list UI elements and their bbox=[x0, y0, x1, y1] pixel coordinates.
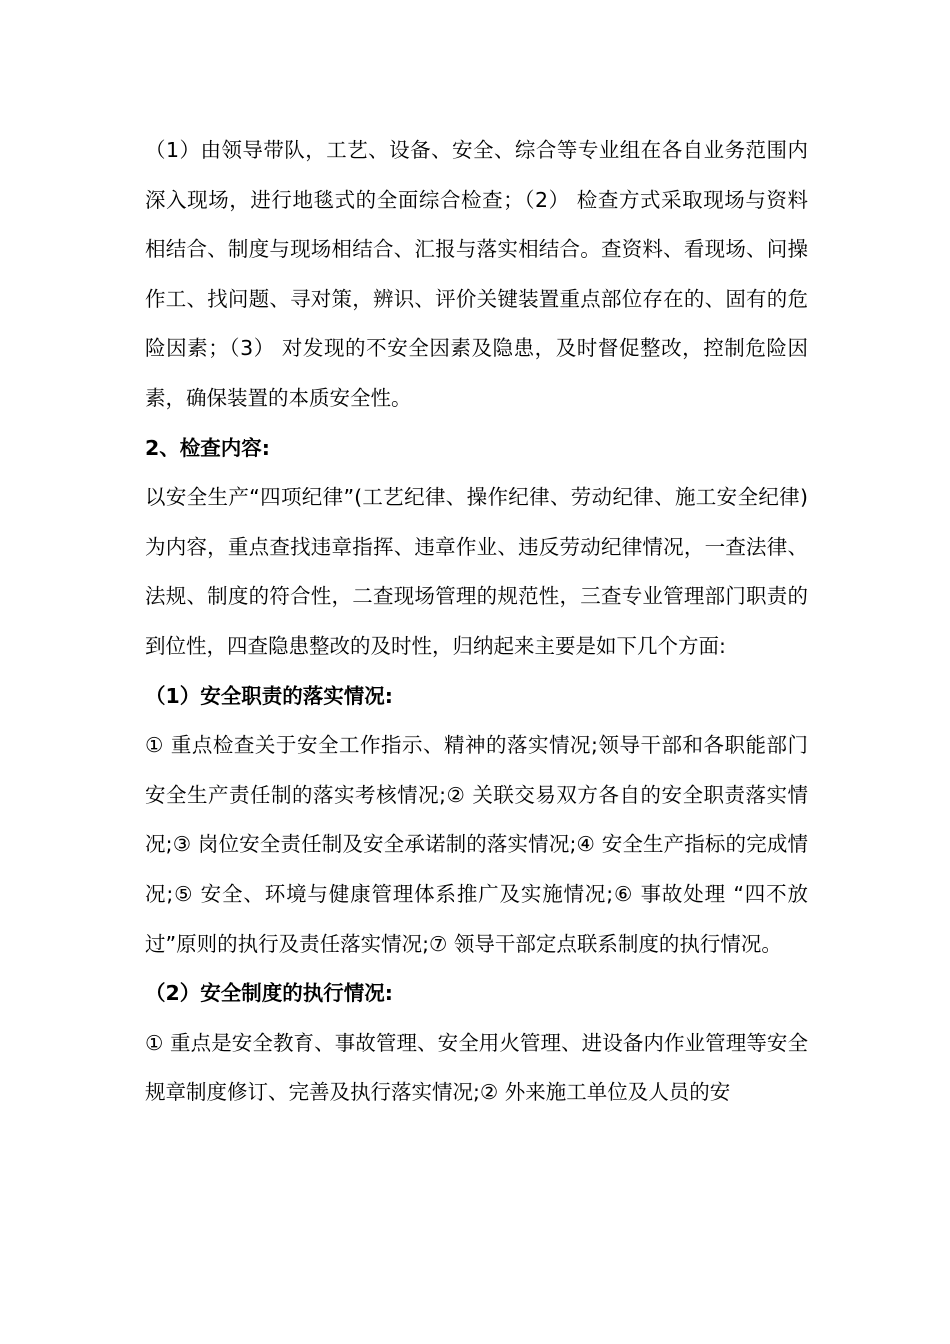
paragraph-safety-rules: ① 重点是安全教育、事故管理、安全用火管理、进设备内作业管理等安全规章制度修订、完善及执行落实情况;② 外来施工单位及人员的安 bbox=[145, 1030, 808, 1105]
paragraph-safety-duties: ① 重点检查关于安全工作指示、精神的落实情况;领导干部和各职能部门安全生产责任制的落实考核情况;② 关联交易双方各自的安全职责落实情况;③ 岗位安全责任制及安全承诺制的落实情况;④ 安全生产指标的完成情况;⑤ 安全、环境与健康管理体系推广及实施情况;⑥ 事故处理 “四不放过”原则的执行及责任落实情况;⑦ 领导干部定点联系制度的执行情况。 bbox=[145, 733, 808, 956]
document-page bbox=[145, 126, 808, 1118]
heading-safety-rules: （2）安全制度的执行情况: bbox=[145, 981, 393, 1006]
heading-safety-duties: （1）安全职责的落实情况: bbox=[145, 683, 393, 708]
paragraph-inspection-method: （1）由领导带队，工艺、设备、安全、综合等专业组在各自业务范围内深入现场，进行地毯式的全面综合检查；（2） 检查方式采取现场与资料相结合、制度与现场相结合、汇报与落实相结合。查资料、看现场、问操作工、找问题、寻对策，辨识、评价关键装置重点部位存在的、固有的危险因素；（3） 对发现的不安全因素及隐患，及时督促整改，控制危险因素，确保装置的本质安全性。 bbox=[145, 138, 808, 410]
heading-inspection-content: 2、检查内容: bbox=[145, 435, 270, 460]
paragraph-four-disciplines: 以安全生产“四项纪律”(工艺纪律、操作纪律、劳动纪律、施工安全纪律)为内容，重点查找违章指挥、违章作业、违反劳动纪律情况，一查法律、法规、制度的符合性，二查现场管理的规范性，三查专业管理部门职责的到位性，四查隐患整改的及时性，归纳起来主要是如下几个方面: bbox=[145, 485, 808, 658]
